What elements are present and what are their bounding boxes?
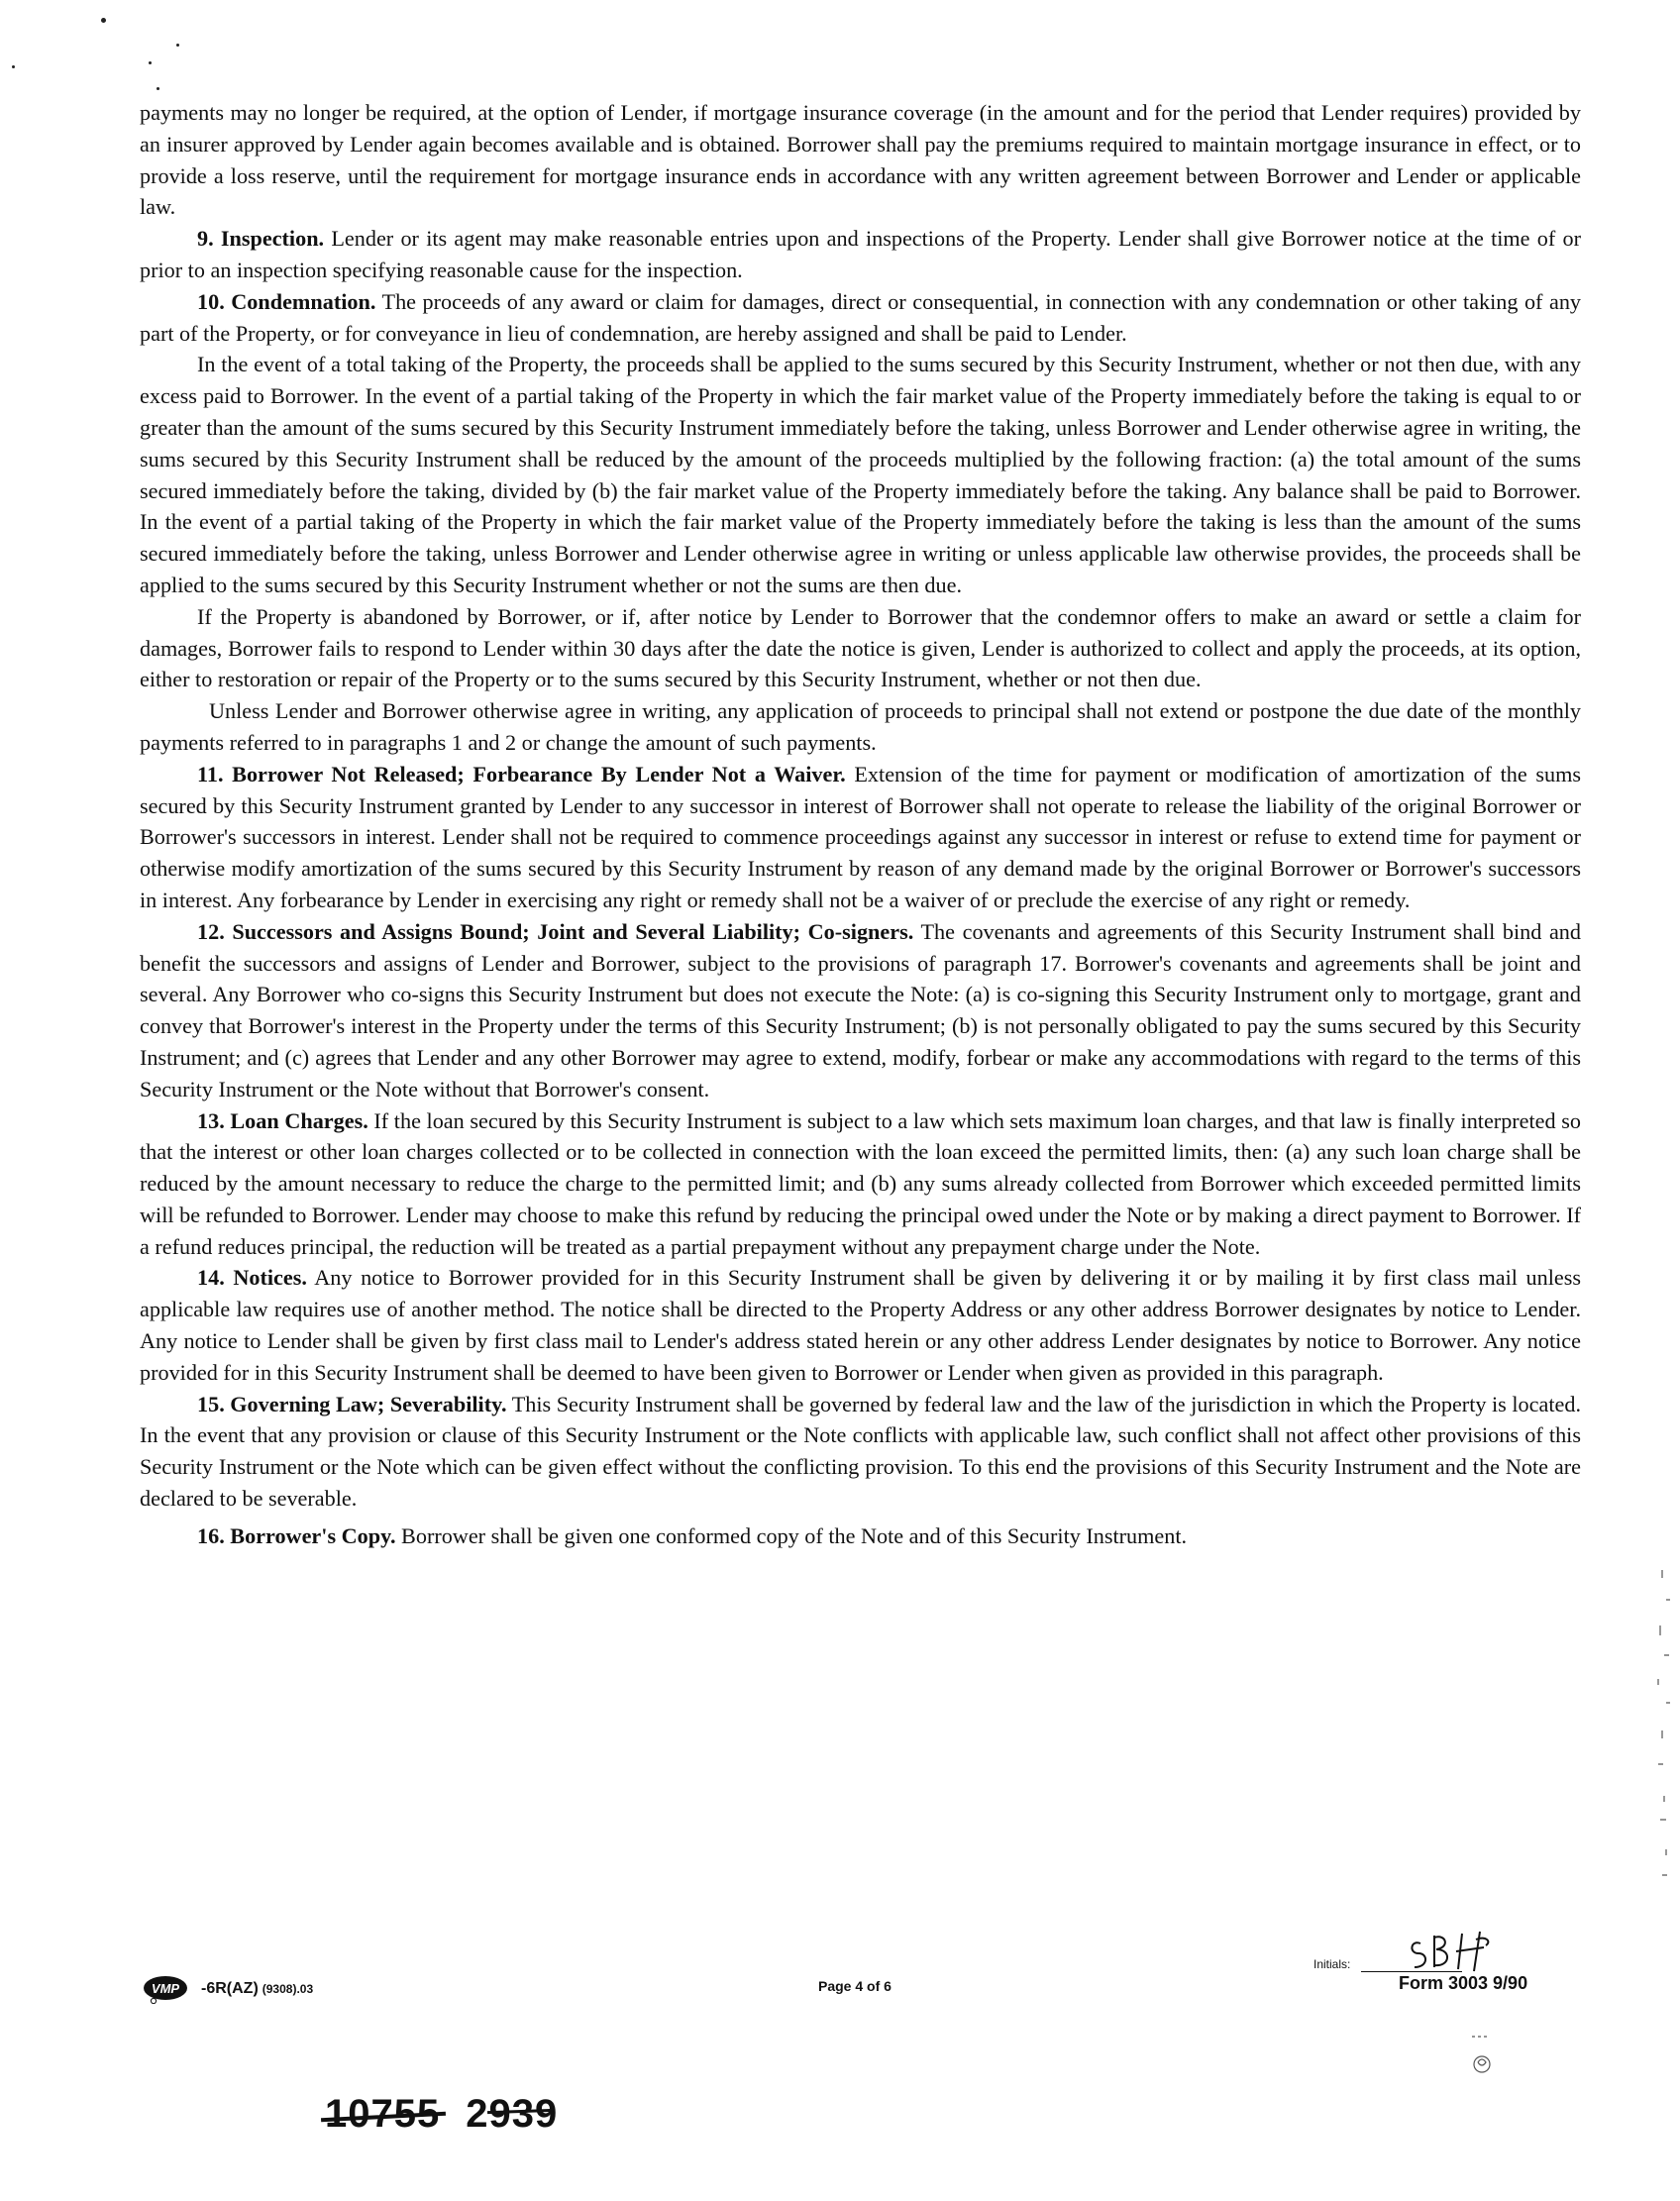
vmp-logo-icon [142, 1974, 197, 2004]
paragraph-proceeds-application: Unless Lender and Borrower otherwise agree in writing, any application of proceeds to principal shall not extend or postpone the due date of the monthly payments referred to in paragraphs 1 and 2 or change the amount of such payments. [140, 698, 1581, 755]
margin-scan-marks [1652, 1560, 1674, 1897]
paragraph-inspection: 9. Inspection. Lender or its agent may make reasonable entries upon and inspections of the Property. Lender shall give Borrower notice at the time of or prior to an inspection specifying reasonable cause for the inspection. [140, 226, 1581, 282]
paragraph-notices: 14. Notices. Any notice to Borrower provided for in this Security Instrument shall be given by delivering it or by mailing it by first class mail unless applicable law requires use of another method. The notice shall be directed to the Property Address or any other address Borrower designates by notice to Lender. Any notice to Lender shall be given by first class mail to Lender's address stated herein or any other address Lender designates by notice to Borrower. Any notice provided for in this Security Instrument shall be deemed to have been given to Borrower or Lender when given as provided in this paragraph. [140, 1265, 1581, 1385]
paragraph-successors-assigns: 12. Successors and Assigns Bound; Joint and Several Liability; Co-signers. The covenants and agreements of this Security Instrument shall bind and benefit the successors and assigns of Lender and Borrower, subject to the provisions of paragraph 17. Borrower's covenants and agreements shall be joint and several. Any Borrower who co-signs this Security Instrument but does not execute the Note: (a) is co-signing this Security Instrument only to mortgage, grant and convey that Borrower's interest in the Property under the terms of this Security Instrument; (b) is not personally obligated to pay the sums secured by this Security Instrument; and (c) agrees that Lender and any other Borrower may agree to extend, modify, forbear or make any accommodations with regard to the terms of this Security Instrument or the Note without that Borrower's consent. [140, 918, 1581, 1101]
scan-speck [149, 61, 152, 64]
scan-speck [101, 18, 106, 23]
scan-speck [157, 87, 159, 90]
paragraph-abandoned-property: If the Property is abandoned by Borrower, or if, after notice by Lender to Borrower that the condemnor offers to make an award or settle a claim for damages, Borrower fails to respond to Lender within 30 days after the date the notice is given, Lender is authorized to collect and apply the proceeds, at its option, either to restoration or repair of the Property or to the sums secured by this Security Instrument, whether or not then due. [140, 603, 1581, 692]
paragraph-governing-law: 15. Governing Law; Severability. This Security Instrument shall be governed by federal law and the law of the jurisdiction in which the Property is located. In the event that any provision or clause of this Security Instrument or the Note conflicts with applicable law, such conflict shall not affect other provisions of this Security Instrument or the Note which can be given effect without the conflicting provision. To this end the provisions of this Security Instrument and the Note are declared to be severable. [140, 1391, 1581, 1512]
scan-speck [12, 65, 15, 68]
paragraph-borrowers-copy: 16. Borrower's Copy. Borrower shall be given one conformed copy of the Note and of this Security Instrument. [197, 1522, 1188, 1548]
paragraph-mortgage-insurance: payments may no longer be required, at the option of Lender, if mortgage insurance coverage (in the amount and for the period that Lender requires) provided by an insurer approved by Lender again becomes available and is obtained. Borrower shall pay the premiums required to maintain mortgage insurance in effect, or to provide a loss reserve, until the requirement for mortgage insurance ends in accordance with any written agreement between Borrower and Lender or applicable law. [140, 100, 1581, 220]
document-body [140, 97, 1581, 1552]
form-code-block [142, 1974, 313, 2004]
form-code-suffix: (9308).03 [262, 1982, 314, 1996]
struck-number: 10755 [325, 2092, 441, 2136]
svg-text:VMP: VMP [151, 1981, 180, 1996]
recording-stamp [325, 2092, 558, 2137]
initials-signature [1407, 1930, 1496, 1975]
paragraph-total-taking: In the event of a total taking of the Property, the proceeds shall be applied to the sums secured by this Security Instrument, whether or not then due, with any excess paid to Borrower. In the event of a partial taking of the Property in which the fair market value of the Property immediately before the taking is equal to or greater than the amount of the sums secured by this Security Instrument immediately before the taking, unless Borrower and Lender otherwise agree in writing, the sums secured by this Security Instrument shall be reduced by the amount of the proceeds multiplied by the following fraction: (a) the total amount of the sums secured immediately before the taking, divided by (b) the fair market value of the Property immediately before the taking. Any balance shall be paid to Borrower. In the event of a partial taking of the Property in which the fair market value of the Property immediately before the taking is less than the amount of the sums secured immediately before the taking, unless Borrower and Lender otherwise agree in writing or unless applicable law otherwise provides, the proceeds shall be applied to the sums secured by this Security Instrument whether or not the sums are then due. [140, 352, 1581, 597]
recording-number: 2939 [466, 2092, 559, 2136]
paragraph-borrower-not-released: 11. Borrower Not Released; Forbearance By Lender Not a Waiver. Extension of the time for payment or modification of amortization of the sums secured by this Security Instrument granted by Lender to any successor in interest of Borrower shall not operate to release the liability of the original Borrower or Borrower's successors in interest. Lender shall not be required to commence proceedings against any successor in interest or refuse to extend time for payment or otherwise modify amortization of the sums secured by this Security Instrument by reason of any demand made by the original Borrower or Borrower's successors in interest. Any forbearance by Lender in exercising any right or remedy shall not be a waiver of or preclude the exercise of any right or remedy. [140, 761, 1581, 912]
page-number: Page 4 of 6 [818, 1978, 892, 1994]
scan-speck [176, 44, 179, 47]
initials-label: Initials: [1313, 1957, 1351, 1971]
paragraph-condemnation: 10. Condemnation. The proceeds of any award or claim for damages, direct or consequential, in connection with any condemnation or other taking of any part of the Property, or for conveyance in lieu of condemnation, are hereby assigned and shall be paid to Lender. [140, 288, 1582, 346]
form-number: Form 3003 9/90 [1399, 1973, 1528, 1993]
form-code: -6R(AZ) [201, 1980, 259, 1997]
corner-scan-mark [1464, 2033, 1498, 2076]
paragraph-loan-charges: 13. Loan Charges. If the loan secured by this Security Instrument is subject to a law which sets maximum loan charges, and that law is finally interpreted so that the interest or other loan charges collected or to be collected in connection with the loan exceed the permitted limits, then: (a) any such loan charge shall be reduced by the amount necessary to reduce the charge to the permitted limit; and (b) any sums already collected from Borrower which exceeded permitted limits will be refunded to Borrower. Lender may choose to make this refund by reducing the principal owed under the Note or by making a direct payment to Borrower. If a refund reduces principal, the reduction will be treated as a partial prepayment without any prepayment charge under the Note. [140, 1107, 1581, 1259]
